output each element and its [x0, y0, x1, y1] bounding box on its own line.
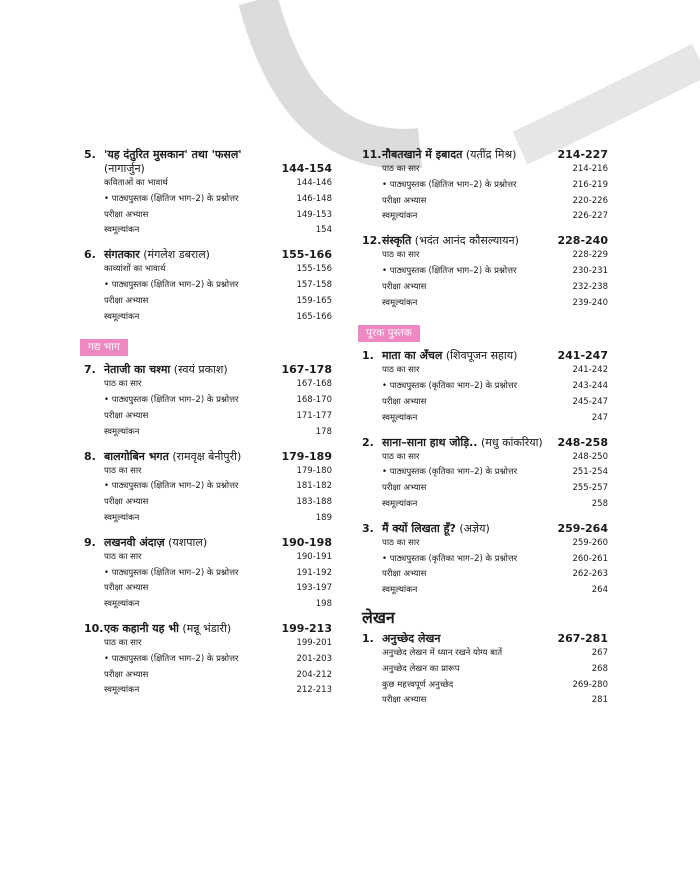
- toc-entry: [362, 296, 608, 312]
- chapter-author: (शिवपूजन सहाय): [445, 349, 518, 363]
- toc-entry: [362, 678, 608, 694]
- chapter-page-range: 179-189: [281, 449, 332, 463]
- entry-label: • पाठ्यपुस्तक (क्षितिज भाग–2) के प्रश्नोत्तर: [104, 395, 239, 406]
- chapter-author: (मंगलेश डबराल): [143, 248, 210, 262]
- entry-pages: 269-280: [572, 679, 608, 690]
- entry-pages: 214-216: [572, 164, 608, 174]
- chapter-group: [362, 632, 608, 709]
- toc-entry: [362, 162, 608, 178]
- chapter-number: 8.: [84, 449, 96, 463]
- section-label-gadya: गद्य भाग: [80, 339, 128, 356]
- section-label-purak: पूरक पुस्तक: [358, 325, 420, 342]
- chapter-page-range: 259-264: [557, 521, 608, 535]
- entry-pages: 198: [315, 599, 332, 610]
- entry-pages: 159-165: [296, 295, 332, 306]
- chapter-number: 3.: [362, 521, 374, 535]
- toc-right-column: [362, 148, 608, 718]
- toc-entry: [362, 411, 608, 427]
- toc-entry: [84, 668, 332, 684]
- entry-label: अनुच्छेद लेखन का प्रारूप: [382, 663, 460, 674]
- entry-label: कुछ महत्त्वपूर्ण अनुच्छेद: [382, 679, 454, 690]
- entry-pages: 243-244: [572, 381, 608, 392]
- toc-entry: [362, 379, 608, 395]
- chapter-number: 11.: [362, 148, 382, 161]
- chapter-author: (मन्नू भंडारी): [182, 621, 232, 635]
- chapter-author: (भदंत आनंद कौसल्यायन): [414, 234, 519, 248]
- chapter-title: साना–साना हाथ जोड़ि..: [382, 435, 478, 449]
- toc-entry: [84, 208, 332, 224]
- toc-entry: [362, 552, 608, 568]
- section-heading-lekhan: लेखन: [362, 607, 395, 627]
- chapter-author: (स्वयं प्रकाश): [173, 363, 228, 377]
- entry-pages: 157-158: [296, 279, 332, 290]
- chapter-heading: [84, 622, 332, 636]
- entry-label: स्वमूल्यांकन: [104, 685, 140, 696]
- toc-chapter: [362, 632, 608, 709]
- entry-pages: 191-192: [296, 567, 332, 578]
- toc-chapter: [362, 234, 608, 311]
- entry-pages: 247: [591, 412, 608, 423]
- chapter-group: [84, 148, 332, 325]
- toc-entry: [84, 479, 332, 495]
- toc-entry: [84, 566, 332, 582]
- chapter-page-range: 267-281: [557, 631, 608, 645]
- toc-entry: [362, 662, 608, 678]
- entry-label: स्वमूल्यांकन: [104, 426, 140, 437]
- entry-pages: 171-177: [296, 410, 332, 421]
- toc-entry: [362, 536, 608, 552]
- entry-pages: 179-180: [296, 465, 332, 476]
- entry-label: परीक्षा अभ्यास: [104, 669, 149, 680]
- entry-pages: 181-182: [296, 481, 332, 492]
- toc-entry: [84, 581, 332, 597]
- toc-entry: [362, 465, 608, 481]
- chapter-page-range: 241-247: [557, 349, 608, 363]
- chapter-heading: [362, 522, 608, 536]
- toc-entry: [84, 683, 332, 699]
- toc-chapter: [84, 536, 332, 613]
- entry-label: • पाठ्यपुस्तक (क्षितिज भाग–2) के प्रश्नोत्तर: [382, 179, 517, 190]
- entry-pages: 251-254: [572, 467, 608, 478]
- toc-entry: [362, 450, 608, 466]
- chapter-author: (यतींद्र मिश्र): [465, 148, 517, 161]
- chapter-title-wrap: [382, 436, 552, 450]
- entry-label: स्वमूल्यांकन: [104, 225, 140, 236]
- entry-label: • पाठ्यपुस्तक (क्षितिज भाग–2) के प्रश्नोत्तर: [382, 265, 517, 276]
- chapter-heading: [84, 536, 332, 550]
- toc-chapter: [84, 363, 332, 440]
- entry-pages: 155-156: [296, 264, 332, 275]
- chapter-heading-body: [382, 234, 608, 248]
- chapter-heading-body: [382, 522, 608, 536]
- toc-left-column: [84, 148, 332, 708]
- chapter-page-range: 199-213: [281, 621, 332, 635]
- entry-pages: 144-146: [296, 178, 332, 188]
- entry-pages: 149-153: [296, 209, 332, 220]
- toc-chapter: [362, 349, 608, 426]
- entry-pages: 268: [591, 663, 608, 674]
- entry-label: स्वमूल्यांकन: [382, 211, 418, 222]
- chapter-heading: [84, 363, 332, 377]
- toc-entry: [362, 497, 608, 513]
- toc-entry: [84, 310, 332, 326]
- entry-pages: 183-188: [296, 497, 332, 508]
- toc-entry: [84, 393, 332, 409]
- entry-label: परीक्षा अभ्यास: [104, 583, 149, 594]
- chapter-title-wrap: [382, 632, 552, 646]
- entry-pages: 189: [315, 512, 332, 523]
- chapter-author: (यशपाल): [168, 535, 208, 549]
- entry-label: • पाठ्यपुस्तक (क्षितिज भाग–2) के प्रश्नोत्तर: [104, 567, 239, 578]
- entry-pages: 245-247: [572, 396, 608, 407]
- chapter-title: अनुच्छेद लेखन: [382, 631, 441, 645]
- chapter-heading: [84, 248, 332, 262]
- chapter-heading: [362, 234, 608, 248]
- toc-entry: [362, 280, 608, 296]
- chapter-author: (नागार्जुन): [104, 162, 145, 175]
- chapter-title-wrap: [104, 622, 276, 636]
- entry-pages: 226-227: [572, 211, 608, 222]
- toc-entry: [362, 693, 608, 709]
- toc-entry: [362, 481, 608, 497]
- chapter-number: 10.: [84, 621, 104, 635]
- chapter-page-range: 214-227: [557, 148, 608, 161]
- toc-entry: [84, 278, 332, 294]
- chapter-page-range: 167-178: [281, 363, 332, 377]
- toc-chapter: [84, 622, 332, 699]
- entry-label: • पाठ्यपुस्तक (क्षितिज भाग–2) के प्रश्नोत्तर: [104, 653, 239, 664]
- entry-label: पाठ का सार: [382, 365, 420, 376]
- toc-entry: [84, 652, 332, 668]
- toc-entry: [84, 262, 332, 278]
- entry-label: स्वमूल्यांकन: [382, 297, 418, 308]
- entry-label: • पाठ्यपुस्तक (कृतिका भाग–2) के प्रश्नोत्तर: [382, 467, 518, 478]
- entry-label: परीक्षा अभ्यास: [382, 396, 427, 407]
- chapter-heading-body: [382, 148, 608, 162]
- entry-label: स्वमूल्यांकन: [104, 512, 140, 523]
- entry-label: परीक्षा अभ्यास: [382, 281, 427, 292]
- chapter-heading-body: [104, 148, 332, 162]
- toc-entry: [84, 495, 332, 511]
- chapter-title-wrap: [382, 349, 552, 363]
- entry-pages: 204-212: [296, 669, 332, 680]
- entry-pages: 212-213: [296, 685, 332, 696]
- chapter-number: 5.: [84, 148, 96, 161]
- entry-pages: 178: [315, 426, 332, 437]
- entry-pages: 228-229: [572, 250, 608, 261]
- chapter-group: [84, 363, 332, 699]
- entry-label: परीक्षा अभ्यास: [382, 569, 427, 580]
- entry-pages: 167-168: [296, 379, 332, 390]
- chapter-page-range: 190-198: [281, 535, 332, 549]
- entry-pages: 260-261: [572, 553, 608, 564]
- chapter-heading: [84, 450, 332, 464]
- toc-entry: [84, 409, 332, 425]
- entry-pages: 262-263: [572, 569, 608, 580]
- entry-label: पाठ का सार: [104, 465, 142, 476]
- chapter-heading-body: [104, 536, 332, 550]
- toc-entry: [362, 583, 608, 599]
- entry-label: स्वमूल्यांकन: [104, 311, 140, 322]
- chapter-heading: [84, 148, 332, 162]
- chapter-title-wrap: [104, 248, 276, 262]
- chapter-heading-body: [382, 349, 608, 363]
- toc-entry: [362, 248, 608, 264]
- entry-label: परीक्षा अभ्यास: [104, 295, 149, 306]
- chapter-title-continued: [84, 162, 332, 176]
- entry-label: पाठ का सार: [382, 250, 420, 261]
- entry-pages: 255-257: [572, 483, 608, 494]
- chapter-heading-body: [104, 248, 332, 262]
- chapter-group: [362, 349, 608, 599]
- toc-entry: [362, 395, 608, 411]
- chapter-title: संस्कृति: [382, 234, 412, 248]
- entry-label: • पाठ्यपुस्तक (क्षितिज भाग–2) के प्रश्नोत्तर: [104, 279, 239, 290]
- toc-chapter: [84, 148, 332, 239]
- chapter-title-wrap: [104, 450, 276, 464]
- entry-pages: 220-226: [572, 195, 608, 206]
- entry-label: परीक्षा अभ्यास: [382, 195, 427, 206]
- entry-label: पाठ का सार: [382, 537, 420, 548]
- chapter-author: (मधु कांकरिया): [480, 435, 543, 449]
- toc-entry: [84, 425, 332, 441]
- chapter-title-wrap: [104, 363, 276, 377]
- toc-entry: [84, 550, 332, 566]
- toc-entry: [362, 194, 608, 210]
- toc-entry: [362, 363, 608, 379]
- entry-pages: 281: [591, 695, 608, 706]
- entry-pages: 154: [315, 225, 332, 236]
- entry-pages: 190-191: [296, 551, 332, 562]
- entry-label: परीक्षा अभ्यास: [104, 497, 149, 508]
- toc-entry: [84, 464, 332, 480]
- chapter-heading: [362, 349, 608, 363]
- entry-pages: 201-203: [296, 653, 332, 664]
- toc-chapter: [362, 436, 608, 513]
- chapter-title-wrap: [382, 522, 552, 536]
- entry-pages: 248-250: [572, 451, 608, 462]
- toc-entry: [84, 176, 332, 192]
- chapter-title: नेताजी का चश्मा: [104, 363, 171, 377]
- entry-pages: 241-242: [572, 365, 608, 376]
- toc-entry: [84, 223, 332, 239]
- entry-label: परीक्षा अभ्यास: [382, 695, 427, 706]
- entry-label: अनुच्छेद लेखन में ध्यान रखने योग्य बातें: [382, 647, 503, 658]
- toc-entry: [362, 264, 608, 280]
- toc-entry: [362, 209, 608, 225]
- entry-pages: 267: [591, 647, 608, 658]
- entry-pages: 146-148: [296, 193, 332, 204]
- toc-entry: [84, 511, 332, 527]
- entry-label: स्वमूल्यांकन: [104, 599, 140, 610]
- chapter-title: एक कहानी यह भी: [104, 621, 179, 635]
- toc-chapter: [84, 450, 332, 527]
- chapter-heading-body: [382, 436, 608, 450]
- chapter-title-wrap: [382, 234, 552, 248]
- entry-label: परीक्षा अभ्यास: [382, 483, 427, 494]
- entry-label: परीक्षा अभ्यास: [104, 410, 149, 421]
- toc-entry: [362, 567, 608, 583]
- chapter-number: 12.: [362, 234, 382, 248]
- entry-pages: 168-170: [296, 395, 332, 406]
- chapter-title: माता का अँचल: [382, 349, 443, 363]
- chapter-heading: [362, 148, 608, 162]
- entry-pages: 258: [591, 498, 608, 509]
- entry-label: पाठ का सार: [382, 164, 420, 174]
- toc-chapter: [362, 522, 608, 599]
- chapter-author: (रामवृक्ष बेनीपुरी): [172, 449, 242, 463]
- chapter-heading-body: [104, 363, 332, 377]
- entry-label: पाठ का सार: [104, 637, 142, 648]
- chapter-heading-body: [104, 622, 332, 636]
- entry-pages: 230-231: [572, 265, 608, 276]
- entry-pages: 193-197: [296, 583, 332, 594]
- entry-label: पाठ का सार: [104, 551, 142, 562]
- toc-entry: [362, 646, 608, 662]
- chapter-author: (अज्ञेय): [459, 521, 490, 535]
- chapter-number: 6.: [84, 248, 96, 262]
- chapter-heading-body: [104, 450, 332, 464]
- toc-entry: [84, 597, 332, 613]
- chapter-page-range: 248-258: [557, 435, 608, 449]
- chapter-title: लखनवी अंदाज़: [104, 535, 165, 549]
- chapter-group: [362, 148, 608, 311]
- entry-label: कविताओं का भावार्थ: [104, 178, 168, 188]
- entry-pages: 232-238: [572, 281, 608, 292]
- toc-entry: [84, 294, 332, 310]
- chapter-page-range: 228-240: [557, 234, 608, 248]
- chapter-heading-body: [382, 632, 608, 646]
- chapter-title-wrap: [104, 148, 332, 162]
- chapter-number: 7.: [84, 363, 96, 377]
- chapter-number: 2.: [362, 435, 374, 449]
- chapter-title-wrap: [104, 536, 276, 550]
- entry-label: स्वमूल्यांकन: [382, 412, 418, 423]
- entry-pages: 199-201: [296, 637, 332, 648]
- chapter-heading: [362, 436, 608, 450]
- entry-label: • पाठ्यपुस्तक (क्षितिज भाग–2) के प्रश्नोत्तर: [104, 481, 239, 492]
- chapter-number: 1.: [362, 349, 374, 363]
- entry-label: पाठ का सार: [382, 451, 420, 462]
- entry-label: परीक्षा अभ्यास: [104, 209, 149, 220]
- toc-entry: [362, 178, 608, 194]
- chapter-page-range: 144-154: [281, 162, 332, 175]
- entry-label: • पाठ्यपुस्तक (कृतिका भाग–2) के प्रश्नोत्तर: [382, 553, 518, 564]
- entry-pages: 264: [591, 585, 608, 596]
- entry-pages: 259-260: [572, 537, 608, 548]
- toc-entry: [84, 192, 332, 208]
- chapter-title: 'यह दंतुरित मुसकान' तथा 'फसल': [104, 148, 242, 161]
- entry-pages: 216-219: [572, 179, 608, 190]
- chapter-heading: [362, 632, 608, 646]
- chapter-title: बालगोबिन भगत: [104, 449, 169, 463]
- chapter-page-range: 155-166: [281, 248, 332, 262]
- chapter-title: मैं क्यों लिखता हूँ?: [382, 521, 456, 535]
- chapter-title: नौबतखाने में इबादत: [382, 148, 463, 161]
- toc-entry: [84, 377, 332, 393]
- chapter-title: संगतकार: [104, 248, 140, 262]
- entry-label: • पाठ्यपुस्तक (कृतिका भाग–2) के प्रश्नोत्तर: [382, 381, 518, 392]
- chapter-number: 1.: [362, 631, 374, 645]
- toc-chapter: [362, 148, 608, 225]
- entry-label: • पाठ्यपुस्तक (क्षितिज भाग–2) के प्रश्नोत्तर: [104, 193, 239, 204]
- entry-label: काव्यांशों का भावार्थ: [104, 264, 166, 275]
- entry-label: स्वमूल्यांकन: [382, 585, 418, 596]
- toc-entry: [84, 636, 332, 652]
- entry-pages: 165-166: [296, 311, 332, 322]
- entry-label: स्वमूल्यांकन: [382, 498, 418, 509]
- entry-pages: 239-240: [572, 297, 608, 308]
- chapter-number: 9.: [84, 535, 96, 549]
- chapter-title-wrap: [382, 148, 552, 162]
- toc-chapter: [84, 248, 332, 325]
- entry-label: पाठ का सार: [104, 379, 142, 390]
